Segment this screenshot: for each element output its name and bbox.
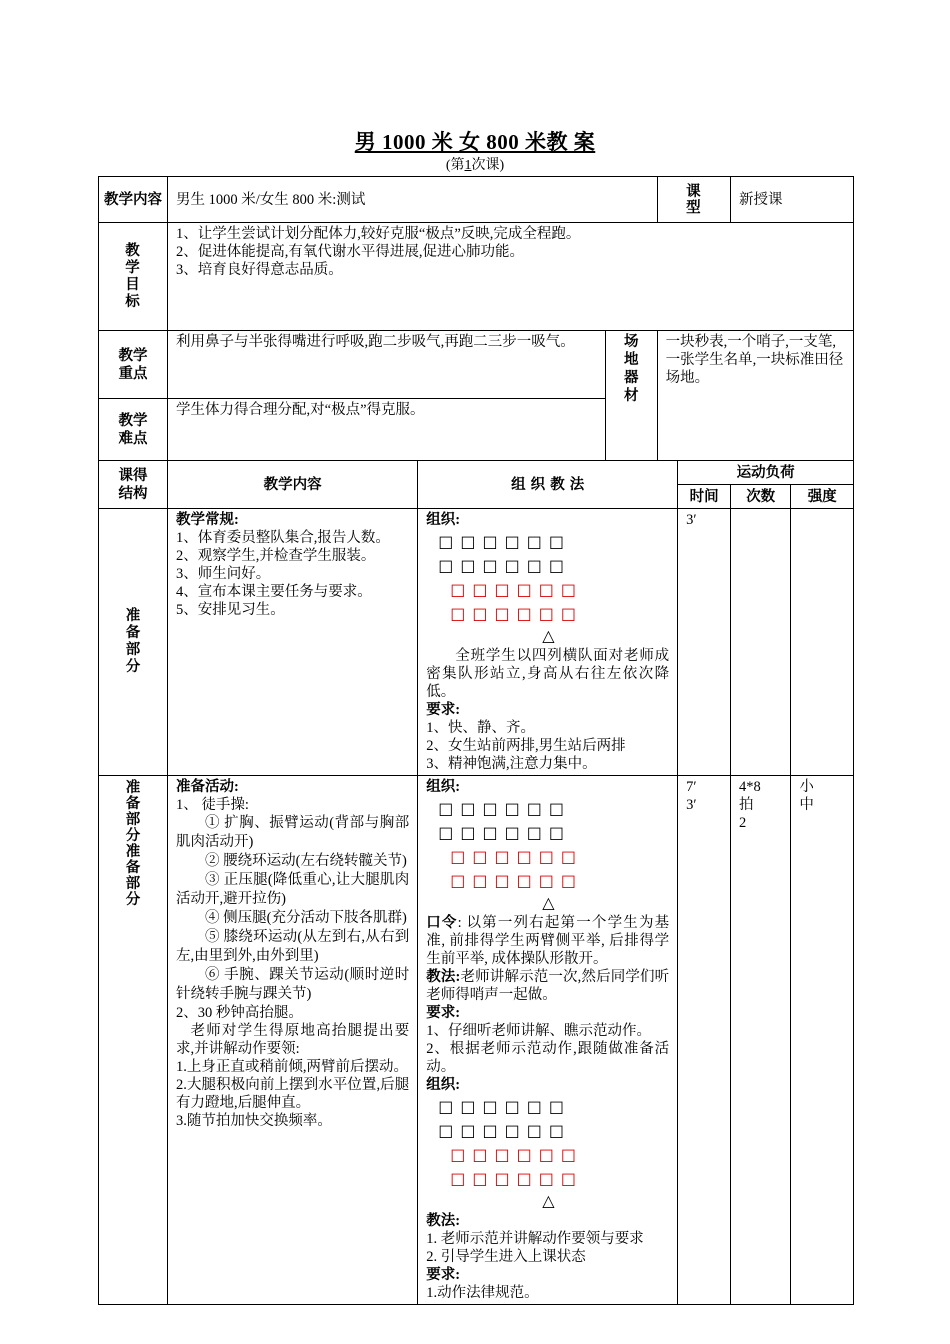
lesson-subtitle: (第1次课) [445, 158, 505, 173]
header-content: 教学内容 [168, 461, 418, 509]
lesson-number: 1 [464, 158, 472, 173]
part1-organization [418, 509, 678, 776]
label-content: 教学内容 [99, 177, 168, 223]
part2-content [168, 776, 418, 1305]
list-item: 2、观察学生,并检查学生服装。 [176, 548, 376, 564]
difficulty-value: 学生体力得合理分配,对“极点”得克服。 [168, 399, 606, 461]
formation-row-red: □□□□□□ [450, 871, 583, 890]
formation-row-black: □□□□□□ [438, 532, 571, 551]
req-item: 1、仔细听老师讲解、瞧示范动作。 [426, 1023, 651, 1039]
label-goals: 教学目标 [99, 223, 168, 331]
exercise-item: ⑥ 手腕、踝关节运动(顺时逆时针绕转手腕与踝关节) [176, 967, 410, 1002]
point-item: 2.大腿积极向前上摆到水平位置,后腿有力蹬地,后腿伸直。 [176, 1077, 410, 1111]
formation-row-red: □□□□□□ [450, 580, 583, 599]
header-intensity: 强度 [791, 485, 854, 509]
label-equipment: 场地器材 [605, 331, 657, 461]
exercise-item: ② 腰绕环运动(左右绕转髋关节) [205, 853, 407, 869]
part2-count [731, 776, 791, 1305]
method-heading: 教法: [426, 1213, 461, 1229]
req-item: 1.动作法律规范。 [426, 1285, 539, 1301]
label-type: 课型 [657, 177, 730, 223]
list-item: 1、体育委员整队集合,报告人数。 [176, 530, 390, 546]
teacher-marker: △ [542, 1191, 555, 1210]
label-part2: 准备部分准备部分 [99, 776, 168, 1305]
intensity-value: 小 [799, 779, 814, 795]
req-heading: 要求: [426, 1267, 461, 1283]
key-value: 利用鼻子与半张得嘴进行呼吸,跑二步吸气,再跑二三步一吸气。 [168, 331, 606, 399]
exercise-item: ⑤ 膝绕环运动(从左到右,从右到左,由里到外,由外到里) [176, 929, 410, 964]
formation-row-red: □□□□□□ [450, 1169, 583, 1188]
formation-row-black: □□□□□□ [438, 556, 571, 575]
exercise-item: ④ 侧压腿(充分活动下肢各肌群) [205, 910, 407, 926]
part2-time [678, 776, 731, 1305]
formation-row-red: □□□□□□ [450, 847, 583, 866]
header-load: 运动负荷 [678, 461, 854, 485]
intensity-value: 中 [799, 797, 814, 813]
content-value: 男生 1000 米/女生 800 米:测试 [168, 177, 658, 223]
org-heading: 组织: [426, 512, 461, 528]
part1-time: 3′ [678, 509, 731, 776]
list-item: 1、 徒手操: [176, 797, 249, 813]
req-heading: 要求: [426, 1005, 461, 1021]
method-item: 2. 引导学生进入上课状态 [426, 1249, 586, 1265]
point-item: 3.随节拍加快交换频率。 [176, 1113, 332, 1129]
count-value: 拍 [739, 797, 754, 813]
req-item: 2、根据老师示范动作,跟随做准备活动。 [426, 1041, 670, 1075]
formation-row-black: □□□□□□ [438, 1097, 571, 1116]
goal-item: 2、促进体能提高,有氧代谢水平得进展,促进心肺功能。 [176, 244, 525, 260]
teacher-marker: △ [542, 626, 555, 645]
formation-row-red: □□□□□□ [450, 1145, 583, 1164]
org-heading: 组织: [426, 1077, 461, 1093]
req-heading: 要求: [426, 702, 461, 718]
method-item: 1. 老师示范并讲解动作要领与要求 [426, 1231, 644, 1247]
list-item: 4、宣布本课主要任务与要求。 [176, 584, 372, 600]
exercise-item: ③ 正压腿(降低重心,让大腿肌肉活动开,避开拉伤) [176, 872, 410, 907]
header-count: 次数 [731, 485, 791, 509]
list-item: 5、安排见习生。 [176, 602, 285, 618]
header-time: 时间 [678, 485, 731, 509]
formation-row-black: □□□□□□ [438, 1121, 571, 1140]
goal-item: 3、培育良好得意志品质。 [176, 262, 343, 278]
goals-list [168, 223, 854, 331]
goal-item: 1、让学生尝试计划分配体力,较好克服“极点”反映,完成全程跑。 [176, 226, 581, 242]
exercise-item: ① 扩胸、振臂运动(背部与胸部肌肉活动开) [176, 815, 410, 850]
formation-row-black: □□□□□□ [438, 799, 571, 818]
time-value: 3′ [686, 797, 697, 813]
list-item: 3、师生问好。 [176, 566, 271, 582]
method-text: 教法:老师讲解示范一次,然后同学们听老师得哨声一起做。 [426, 969, 670, 1003]
teacher-marker: △ [542, 893, 555, 912]
time-value: 7′ [686, 779, 697, 795]
count-value: 4*8 [739, 779, 761, 795]
req-item: 2、女生站前两排,男生站后两排 [426, 738, 626, 754]
sub2-description: 老师对学生得原地高抬腿提出要求,并讲解动作要领: [176, 1023, 410, 1057]
part2-intensity [791, 776, 854, 1305]
req-item: 1、快、静、齐。 [426, 720, 535, 736]
count-value: 2 [739, 815, 747, 831]
req-item: 3、精神饱满,注意力集中。 [426, 756, 597, 772]
section-heading: 教学常规: [176, 512, 239, 528]
type-value: 新授课 [731, 177, 854, 223]
lesson-title: 男 1000 米 女 800 米教 案 [354, 130, 596, 154]
part1-count [731, 509, 791, 776]
part1-content [168, 509, 418, 776]
list-item: 2、30 秒钟高抬腿。 [176, 1005, 303, 1021]
org-heading: 组织: [426, 779, 461, 795]
command-text: 口令: 以第一列右起第一个学生为基准, 前排得学生两臂侧平举, 后排得学生前平举, 成体操队形散开。 [426, 915, 670, 967]
header-organization: 组 织 教 法 [418, 461, 678, 509]
label-difficulty: 教学难点 [99, 399, 168, 461]
label-key: 教学重点 [99, 331, 168, 399]
label-part1: 准备部分 [99, 509, 168, 776]
equipment-value: 一块秒表,一个哨子,一支笔,一张学生名单,一块标准田径场地。 [657, 331, 853, 461]
part2-organization [418, 776, 678, 1305]
formation-row-red: □□□□□□ [450, 604, 583, 623]
label-structure: 课得结构 [99, 461, 168, 509]
lesson-plan-table [98, 176, 854, 1305]
part1-intensity [791, 509, 854, 776]
point-item: 1.上身正直或稍前倾,两臂前后摆动。 [176, 1059, 409, 1075]
formation-row-black: □□□□□□ [438, 823, 571, 842]
section-heading: 准备活动: [176, 779, 239, 795]
org-description: 全班学生以四列横队面对老师成密集队形站立,身高从右往左依次降低。 [426, 648, 670, 700]
